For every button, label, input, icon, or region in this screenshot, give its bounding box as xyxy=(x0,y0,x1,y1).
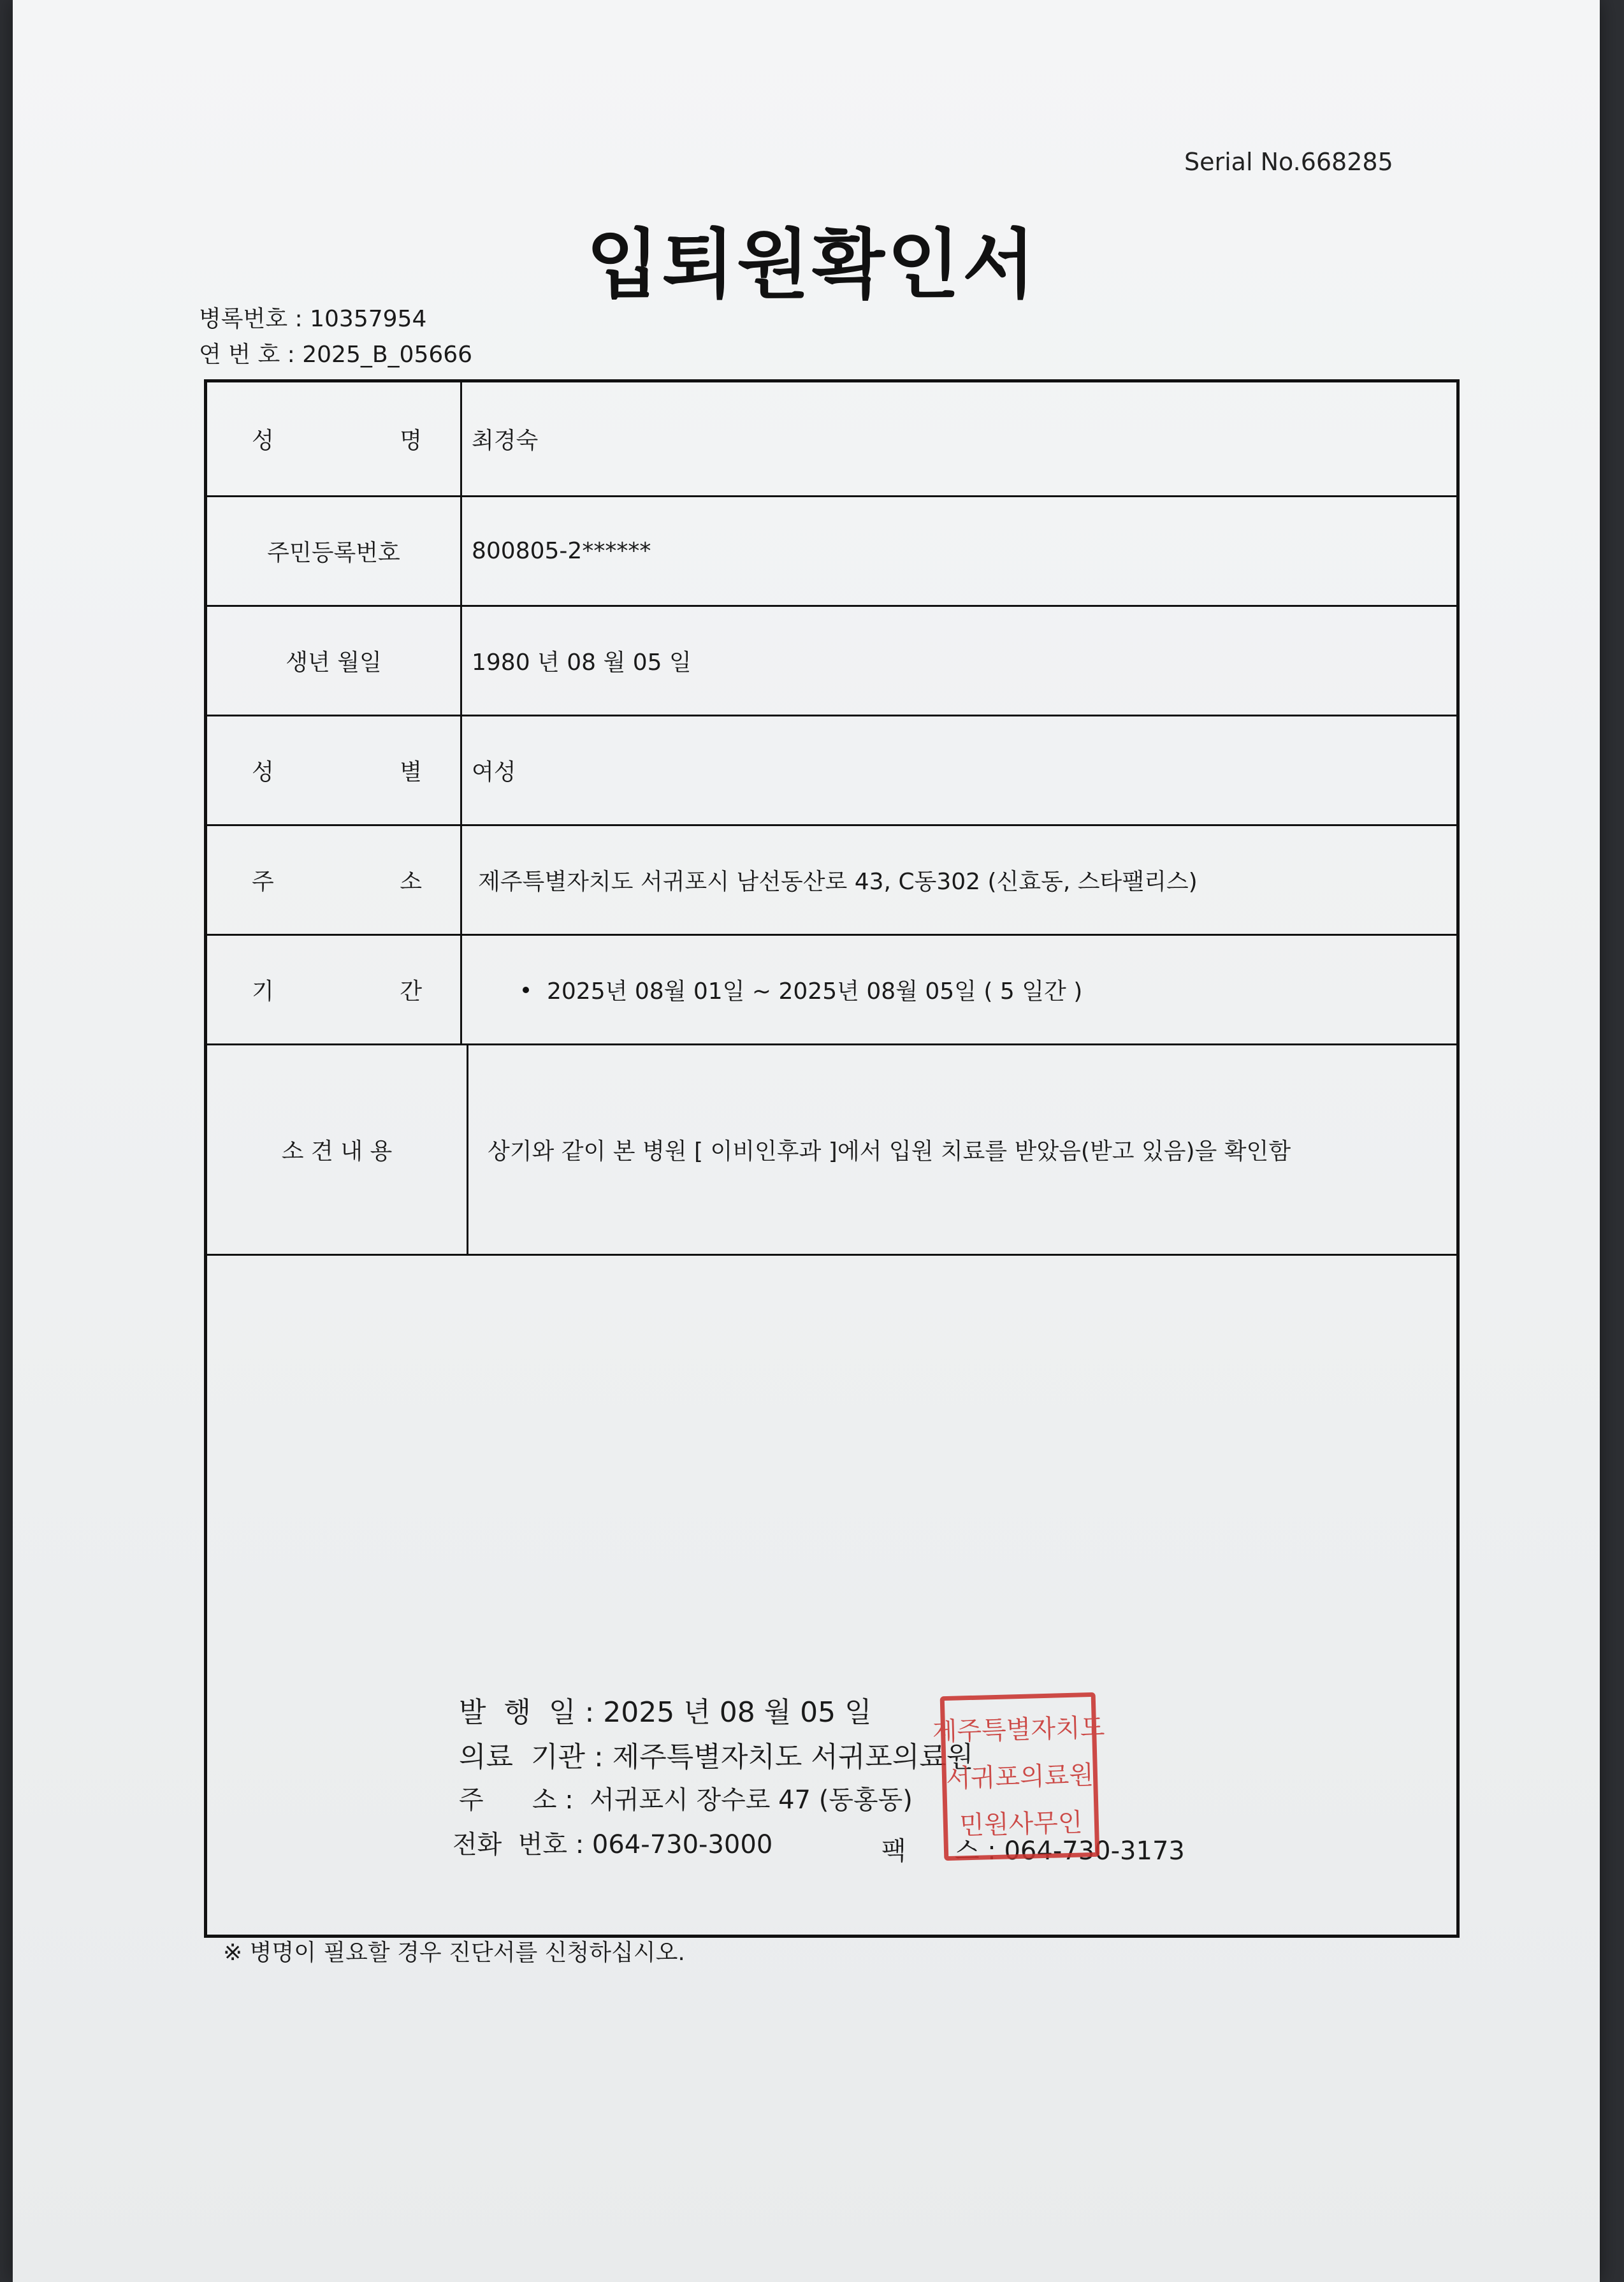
value-name: 최경숙 xyxy=(472,428,539,454)
row-name xyxy=(207,382,1456,497)
serial-no-line xyxy=(199,337,472,369)
value-birthdate: 1980 년 08 월 05 일 xyxy=(472,650,692,676)
label-address: 주 소 xyxy=(207,826,462,934)
medical-record-label: 병록번호 : xyxy=(199,306,310,332)
value-address: 제주특별자치도 서귀포시 남선동산로 43, C동302 (신효동, 스타팰리스) xyxy=(478,869,1198,895)
svg-text:서귀포의료원: 서귀포의료원 xyxy=(945,1760,1094,1794)
row-resident-number xyxy=(207,497,1456,607)
phone-number: 전화 번호 : 064-730-3000 xyxy=(453,1830,773,1859)
label-period: 기 간 xyxy=(207,936,462,1043)
label-name: 성 명 xyxy=(207,382,462,495)
serial-no-value: 2025_B_05666 xyxy=(302,342,473,368)
institution-address: 주 소 : 서귀포시 장수로 47 (동홍동) xyxy=(459,1785,913,1815)
row-period xyxy=(207,936,1456,1045)
document-title: 입퇴원확인서 xyxy=(586,221,1038,309)
label-resident-number: 주민등록번호 xyxy=(207,497,462,605)
medical-record-number xyxy=(199,301,426,333)
row-address xyxy=(207,826,1456,936)
row-sex xyxy=(207,716,1456,826)
row-birthdate xyxy=(207,607,1456,716)
bullet-icon xyxy=(523,987,529,993)
fax-number: 팩 스 : 064-730-3173 xyxy=(881,1836,1185,1866)
value-findings: 상기와 같이 본 병원 [ 이비인후과 ]에서 입원 치료를 받았음(받고 있음)을 확인함 xyxy=(488,1138,1291,1165)
issue-date: 발 행 일 : 2025 년 08 월 05 일 xyxy=(459,1696,872,1729)
label-birthdate: 생년 월일 xyxy=(207,607,462,715)
footnote: ※ 병명이 필요할 경우 진단서를 신청하십시오. xyxy=(223,1940,685,1966)
svg-text:제주특별자치도: 제주특별자치도 xyxy=(932,1713,1105,1747)
value-sex: 여성 xyxy=(472,759,516,785)
official-seal-stamp xyxy=(932,1692,1105,1861)
serial-no-label: 연 번 호 : xyxy=(199,342,303,368)
medical-record-value: 10357954 xyxy=(310,306,427,332)
label-sex: 성 별 xyxy=(207,716,462,824)
medical-institution: 의료 기관 : 제주특별자치도 서귀포의료원 xyxy=(459,1741,974,1773)
certificate-table xyxy=(204,379,1460,1938)
row-findings xyxy=(207,1045,1456,1256)
value-resident-number: 800805-2****** xyxy=(472,538,651,564)
serial-number: Serial No.668285 xyxy=(1184,148,1393,176)
label-findings: 소 견 내 용 xyxy=(207,1045,468,1254)
value-period: 2025년 08월 01일 ~ 2025년 08월 05일 ( 5 일간 ) xyxy=(472,936,1456,1043)
svg-text:민원사무인: 민원사무인 xyxy=(959,1808,1084,1841)
